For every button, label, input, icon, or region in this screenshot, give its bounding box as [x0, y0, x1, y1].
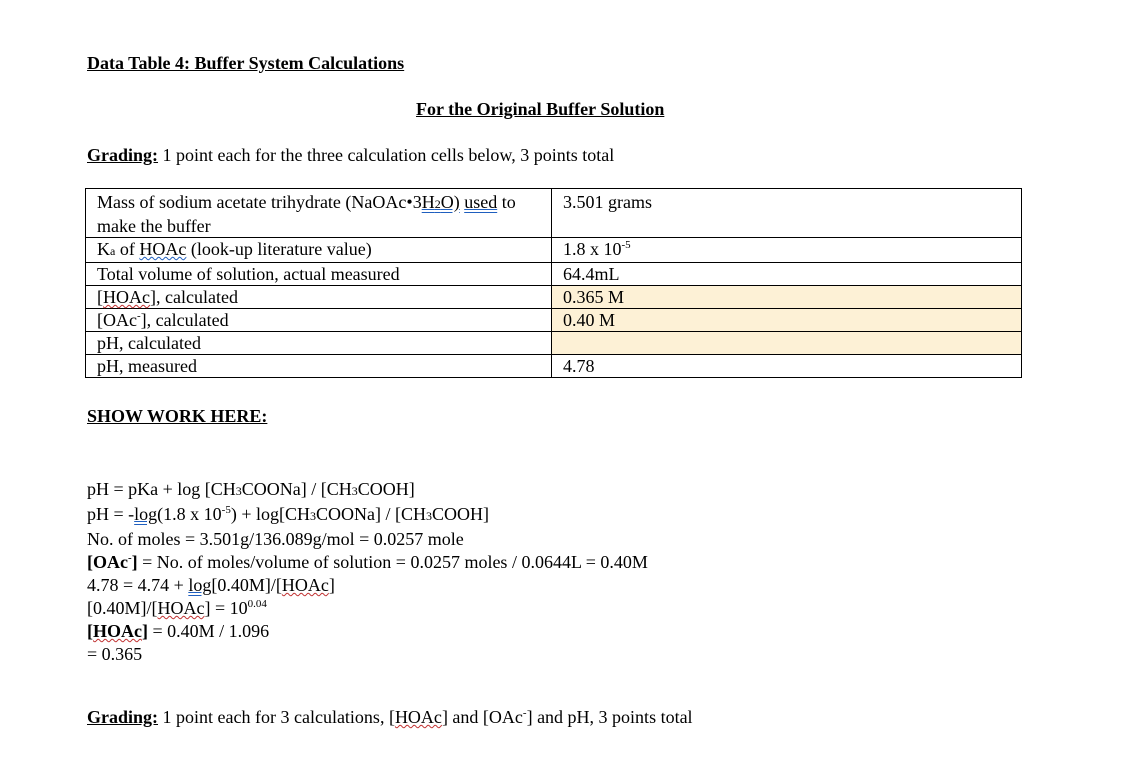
grading-label: Grading: — [87, 707, 159, 727]
table-row — [86, 332, 1022, 355]
table-subtitle: For the Original Buffer Solution — [416, 99, 665, 119]
row-value-ph-calc — [552, 332, 1022, 355]
table-row — [86, 238, 1022, 263]
row-value-ph-meas: 4.78 — [552, 355, 1022, 378]
page-title: Data Table 4: Buffer System Calculations — [87, 53, 405, 73]
grading-text: 1 point each for the three calculation cells below, 3 points total — [158, 145, 615, 165]
row-value-volume: 64.4mL — [552, 263, 1022, 286]
work-line: pH = -log(1.8 x $10^{-5}$) + log[CH3COONa] / [CH3COOH] — [87, 504, 489, 524]
work-line: No. of moles = 3.501g/136.089g/mol = 0.0257 mole — [87, 529, 464, 549]
grading-note-top — [87, 145, 614, 166]
row-label-hoac: [HOAc], calculated — [86, 286, 552, 309]
work-line: = 0.365 — [87, 644, 143, 664]
row-label-ph-calc: pH, calculated — [86, 332, 552, 355]
row-value-oac: 0.40 M — [552, 309, 1022, 332]
show-work-heading: SHOW WORK HERE: — [87, 406, 268, 426]
table-row — [86, 286, 1022, 309]
grading-text: 1 point each for 3 calculations, [HOAc] and [OAc-] and pH, 3 points total — [158, 707, 693, 727]
row-label-mass: Mass of sodium acetate trihydrate (NaOAc•3H2O) used to make the buffer — [86, 189, 552, 238]
row-value-mass: 3.501 grams — [552, 189, 1022, 238]
grading-note-bottom — [87, 707, 693, 728]
work-line: [OAc-] = No. of moles/volume of solution = 0.0257 moles / 0.0644L = 0.40M — [87, 552, 648, 572]
row-value-ka: 1.8 x $10^{-5}$ — [552, 238, 1022, 263]
data-table — [85, 188, 1022, 378]
table-row — [86, 309, 1022, 332]
grading-label: Grading: — [87, 145, 159, 165]
row-label-oac: [OAc-], calculated — [86, 309, 552, 332]
table-row — [86, 189, 1022, 238]
work-line: 4.78 = 4.74 + log[0.40M]/[HOAc] — [87, 575, 335, 595]
row-label-ph-meas: pH, measured — [86, 355, 552, 378]
table-row — [86, 355, 1022, 378]
row-value-hoac: 0.365 M — [552, 286, 1022, 309]
work-line: [HOAc] = 0.40M / 1.096 — [87, 621, 270, 641]
row-label-volume: Total volume of solution, actual measured — [86, 263, 552, 286]
work-line: pH = pKa + log [CH3COONa] / [CH3COOH] — [87, 479, 415, 499]
work-section — [87, 478, 648, 666]
row-label-ka: Ka of HOAc (look-up literature value) — [86, 238, 552, 263]
table-row — [86, 263, 1022, 286]
work-line: [0.40M]/[HOAc] = $10^{0.04}$ — [87, 598, 267, 618]
